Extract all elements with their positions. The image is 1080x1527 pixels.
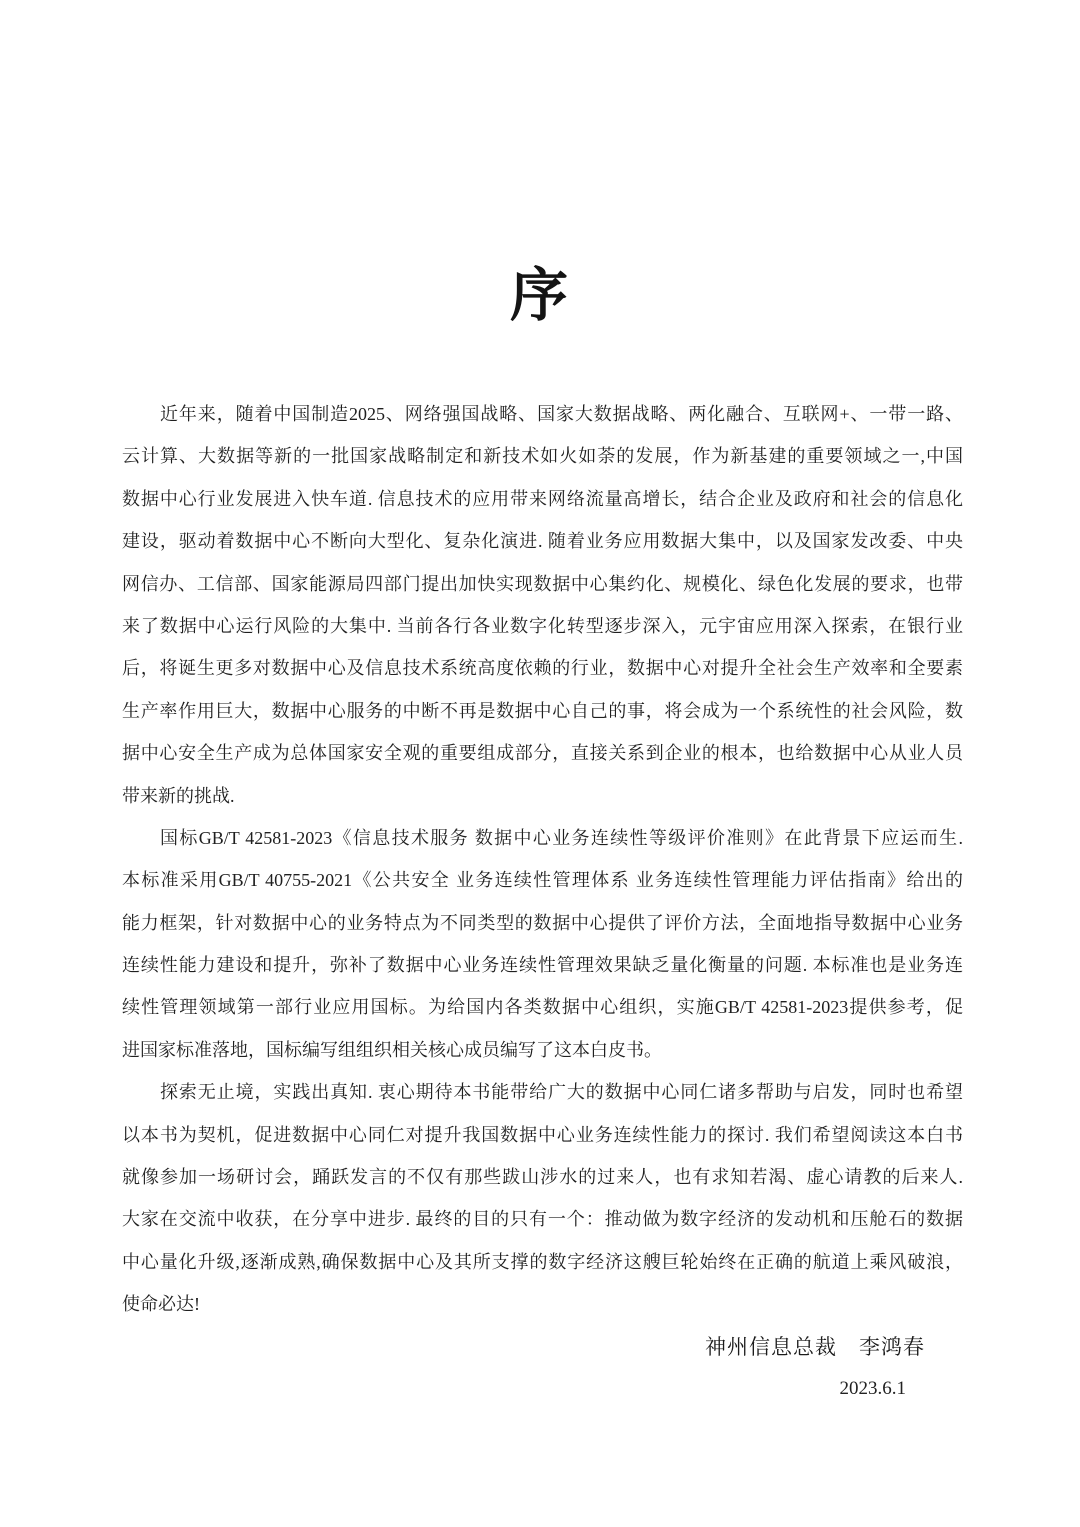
paragraph <box>122 817 963 1071</box>
paragraph-line: 探索无止境，实践出真知. 衷心期待本书能带给广大的数据中心同仁诸多帮助与启发，同时也希望 <box>160 1082 963 1103</box>
paragraph <box>122 393 963 817</box>
paragraph-line: 生产率作用巨大，数据中心服务的中断不再是数据中心自己的事，将会成为一个系统性的社会风险，数 <box>122 700 963 721</box>
paragraph-line: 续性管理领域第一部行业应用国标。为给国内各类数据中心组织，实施GB/T 42581-2023提供参考，促 <box>122 997 963 1018</box>
paragraph-line: 进国家标准落地，国标编写组组织相关核心成员编写了这本白皮书。 <box>122 1039 662 1060</box>
preface-body <box>122 393 963 1410</box>
paragraph-line: 本标准采用GB/T 40755-2021《公共安全 业务连续性管理体系 业务连续性管理能力评估指南》给出的 <box>122 870 963 891</box>
paragraph-line: 就像参加一场研讨会，踊跃发言的不仅有那些跋山涉水的过来人，也有求知若渴、虚心请教的后来人. <box>122 1167 963 1188</box>
date: 2023.6.1 <box>839 1377 906 1399</box>
paragraph-line: 网信办、工信部、国家能源局四部门提出加快实现数据中心集约化、规模化、绿色化发展的要求，也带 <box>122 573 963 594</box>
paragraph-line: 带来新的挑战. <box>122 785 235 806</box>
paragraph-line: 能力框架，针对数据中心的业务特点为不同类型的数据中心提供了评价方法，全面地指导数据中心业务 <box>122 912 963 933</box>
preface-paragraphs <box>122 393 963 1326</box>
paragraph-line: 云计算、大数据等新的一批国家战略制定和新技术如火如荼的发展，作为新基建的重要领域之一,中国 <box>122 446 963 467</box>
paragraph-line: 数据中心行业发展进入快车道. 信息技术的应用带来网络流量高增长，结合企业及政府和社会的信息化 <box>122 488 963 509</box>
paragraph <box>122 1071 963 1325</box>
signature: 神州信息总裁 李鸿春 <box>705 1334 925 1359</box>
paragraph-line: 近年来，随着中国制造2025、网络强国战略、国家大数据战略、两化融合、互联网+、一带一路、 <box>160 404 963 424</box>
paragraph-line: 国标GB/T 42581-2023《信息技术服务 数据中心业务连续性等级评价准则》在此背景下应运而生. <box>160 827 963 848</box>
paragraph-line: 中心量化升级,逐渐成熟,确保数据中心及其所支撑的数字经济这艘巨轮始终在正确的航道上乘风破浪， <box>122 1251 963 1272</box>
paragraph-line: 使命必达! <box>122 1294 200 1315</box>
paragraph-line: 大家在交流中收获，在分享中进步. 最终的目的只有一个：推动做为数字经济的发动机和压舱石的数据 <box>122 1209 963 1230</box>
paragraph-line: 后，将诞生更多对数据中心及信息技术系统高度依赖的行业，数据中心对提升全社会生产效率和全要素 <box>122 658 963 679</box>
page-title: 序 <box>509 263 570 328</box>
paragraph-line: 来了数据中心运行风险的大集中. 当前各行各业数字化转型逐步深入，元宇宙应用深入探索，在银行业 <box>122 615 963 636</box>
paragraph-line: 连续性能力建设和提升，弥补了数据中心业务连续性管理效果缺乏量化衡量的问题. 本标准也是业务连 <box>122 955 963 976</box>
paragraph-line: 建设，驱动着数据中心不断向大型化、复杂化演进. 随着业务应用数据大集中，以及国家发改委、中央 <box>122 531 963 552</box>
paragraph-line: 以本书为契机，促进数据中心同仁对提升我国数据中心业务连续性能力的探讨. 我们希望阅读这本白书 <box>122 1124 963 1145</box>
paragraph-line: 据中心安全生产成为总体国家安全观的重要组成部分，直接关系到企业的根本，也给数据中心从业人员 <box>122 743 963 764</box>
